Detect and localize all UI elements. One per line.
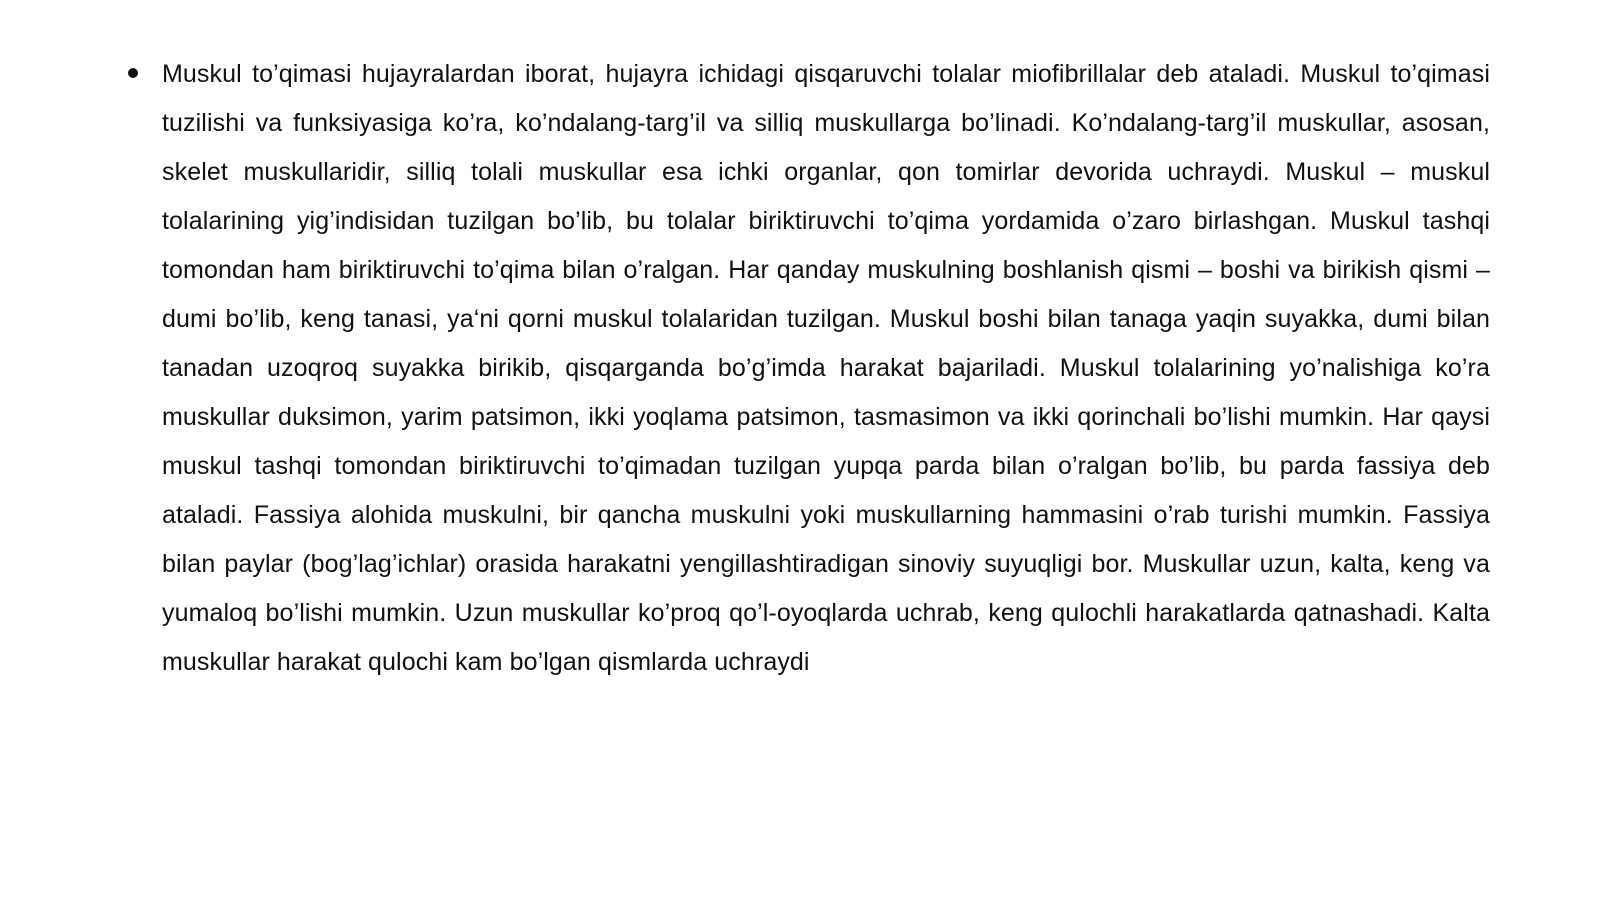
slide-content bbox=[128, 50, 1490, 687]
bullet-paragraph: Muskul to’qimasi hujayralardan iborat, hujayra ichidagi qisqaruvchi tolalar miofibrillalar deb ataladi. Muskul to’qimasi tuzilishi va funksiyasiga ko’ra, ko’ndalang-targ’il va silliq muskullarga bo’linadi. Ko’ndalang-targ’il muskullar, asosan, skelet muskullaridir, silliq tolali muskullar esa ichki organlar, qon tomirlar devorida uchraydi. Muskul – muskul tolalarining yig’indisidan tuzilgan bo’lib, bu tolalar biriktiruvchi to’qima yordamida o’zaro birlashgan. Muskul tashqi tomondan ham biriktiruvchi to’qima bilan o’ralgan. Har qanday muskulning boshlanish qismi – boshi va birikish qismi – dumi bo’lib, keng tanasi, ya‘ni qorni muskul tolalaridan tuzilgan. Muskul boshi bilan tanaga yaqin suyakka, dumi bilan tanadan uzoqroq suyakka birikib, qisqarganda bo’g’imda harakat bajariladi. Muskul tolalarining yo’nalishiga ko’ra muskullar duksimon, yarim patsimon, ikki yoqlama patsimon, tasmasimon va ikki qorinchali bo’lishi mumkin. Har qaysi muskul tashqi tomondan biriktiruvchi to’qimadan tuzilgan yupqa parda bilan o’ralgan bo’lib, bu parda fassiya deb ataladi. Fassiya alohida muskulni, bir qancha muskulni yoki muskullarning hammasini o’rab turishi mumkin. Fassiya bilan paylar (bog’lag’ichlar) orasida harakatni yengillashtiradigan sinoviy suyuqligi bor. Muskullar uzun, kalta, keng va yumaloq bo’lishi mumkin. Uzun muskullar ko’proq qo’l-oyoqlarda uchrab, keng qulochli harakatlarda qatnashadi. Kalta muskullar harakat qulochi kam bo’lgan qismlarda uchraydi bbox=[162, 60, 1490, 676]
bullet-item bbox=[128, 50, 1490, 687]
bullet-dot-icon bbox=[128, 68, 138, 78]
bullet-list bbox=[128, 50, 1490, 687]
slide-left-margin bbox=[0, 0, 124, 899]
